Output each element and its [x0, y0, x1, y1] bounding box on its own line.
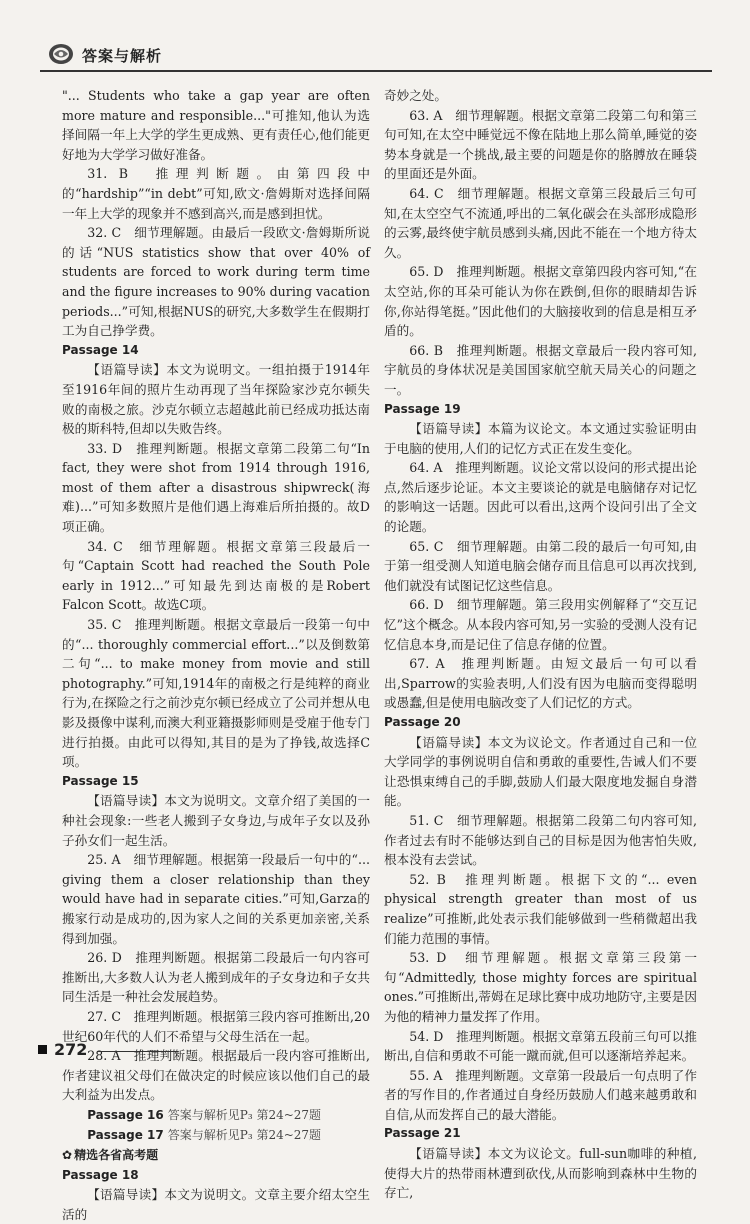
reference-text: 答案与解析见P₃ 第24~27题 [167, 1107, 322, 1122]
answer-paragraph: 67. A 推理判断题。由短文最后一句可以看出,Sparrow的实验表明,人们没有因为电脑而变得聪明或愚蠢,但是使用电脑改变了人们记忆的方式。 [384, 656, 697, 711]
passage-label: Passage 16 [87, 1107, 164, 1122]
answer-paragraph: 33. D 推理判断题。根据文章第二段第二句“In fact, they were shot from 1914 through 1916, most of them after a disastrous shipwreck(海难)...”可知多数照片是他们遇上海难后所拍摄的。故D项正确。 [62, 440, 370, 535]
answer-paragraph: 53. D 细节理解题。根据文章第三段第一句“Admittedly, those mighty forces are spiritual ones.”可推断出,蒂姆在足球比赛中成功地防守,主要是因为他的精神力量发挥了作用。 [384, 950, 697, 1024]
page-footer [38, 1040, 298, 1064]
answer-paragraph: 65. D 推理判断题。根据文章第四段内容可知,“在太空站,你的耳朵可能认为你在跌倒,但你的眼睛却告诉你,你站得笔挺。”因此他们的大脑接收到的信息是相互矛盾的。 [384, 264, 697, 339]
star-glyph: ✿ [62, 1148, 73, 1163]
passage-heading: Passage 20 [384, 715, 461, 729]
passage-heading: Passage 14 [62, 342, 139, 357]
answer-paragraph: 【语篇导读】本文为议论文。作者通过自己和一位大学同学的事例说明自信和勇敢的重要性,告诫人们不要让恐惧束缚自己的手脚,鼓励人们最大限度地发掘自身潜能。 [384, 734, 697, 809]
answer-paragraph: 【语篇导读】本文为说明文。一组拍摄于1914年至1916年间的照片生动再现了当年探险家沙克尔顿失败的南极之旅。沙克尔顿立志超越此前已经成功抵达南极的斯科特,但却以失败告终。 [62, 362, 370, 437]
answer-reference-note [62, 1105, 370, 1126]
passage-heading: Passage 15 [62, 773, 139, 788]
answer-paragraph: 66. D 细节理解题。第三段用实例解释了“交互记忆”这个概念。从本段内容可知,另一实验的受测人没有记忆信息本身,而是记住了信息存储的位置。 [384, 597, 697, 652]
continued-paragraph: "... Students who take a gap year are often more mature and responsible..."可推知,他认为选择间隔一年上大学的学生更成熟、更有责任心,他们能更好地为大学学习做好准备。 [62, 88, 370, 162]
answer-paragraph: 54. D 推理判断题。根据文章第五段前三句可以推断出,自信和勇敢不可能一蹴而就,但可以逐渐培养起来。 [384, 1028, 697, 1064]
answer-paragraph: 52. B 推理判断题。根据下文的“... even physical strength greater than most of us realize”可推断,此处表示我们能够做到一些稍微超出我们能力范围的事情。 [384, 871, 697, 946]
section-heading-text: 精选各省高考题 [74, 1148, 159, 1163]
passage-heading: Passage 19 [384, 401, 461, 416]
answer-paragraph: 55. A 推理判断题。文章第一段最后一句点明了作者的写作目的,作者通过自身经历鼓励人们越来越勇敢和自信,从而发挥自己的最大潜能。 [384, 1067, 697, 1122]
answer-reference-note [62, 1125, 370, 1146]
answer-paragraph: 65. C 细节理解题。由第二段的最后一句可知,由于第一组受测人知道电脑会储存而且信息可以再次找到,他们就没有试图记忆这些信息。 [384, 538, 697, 593]
answer-paragraph: 51. C 细节理解题。根据第二段第二句内容可知,作者过去有时不能够达到自己的目标是因为他害怕失败,根本没有去尝试。 [384, 812, 697, 868]
header-title: 答案与解析 [82, 47, 163, 65]
page-header [40, 42, 712, 72]
reference-text: 答案与解析见P₃ 第24~27题 [167, 1128, 322, 1143]
passage-heading: Passage 18 [62, 1167, 139, 1182]
answer-paragraph: 【语篇导读】本文为议论文。full-sun咖啡的种植,使得大片的热带雨林遭到砍伐,从而影响到森林中生物的存亡, [384, 1146, 697, 1201]
answer-paragraph: 63. A 细节理解题。根据文章第二段第二句和第三句可知,在太空中睡觉远不像在陆地上那么简单,睡觉的姿势本身就是一个挑战,最主要的问题是你的胳膊放在睡袋的里面还是外面。 [384, 107, 697, 182]
answer-paragraph: 【语篇导读】本文为说明文。文章主要介绍太空生活的 [62, 1187, 370, 1222]
continued-paragraph: 奇妙之处。 [384, 88, 447, 103]
answer-paragraph: 35. C 推理判断题。根据文章最后一段第一句中的“... thoroughly commercial effort...”以及倒数第二句“... to make money from movie and still photography.”可知,1914年的南极之行是纯粹的商业行为,在探险之行之前沙克尔顿已经成立了公司并想从电影及摄像中谋利,而澳大利亚籍摄影师则是受雇于他专门进行拍摄。由此可以得知,其目的是为了挣钱,故选择C项。 [62, 617, 370, 770]
answer-paragraph: 【语篇导读】本文为说明文。文章介绍了美国的一种社会现象:一些老人搬到子女身边,与成年子女以及孙子孙女们一起生活。 [62, 793, 370, 848]
answer-paragraph: 【语篇导读】本篇为议论文。本文通过实验证明由于电脑的使用,人们的记忆方式正在发生变化。 [384, 421, 697, 456]
footer-rule [98, 1051, 178, 1052]
answer-paragraph: 28. A 推理判断题。根据最后一段内容可推断出,作者建议祖父母们在做决定的时候应该以他们自己的最大利益为出发点。 [62, 1048, 370, 1103]
book-globe-icon [48, 42, 74, 66]
answer-paragraph: 32. C 细节理解题。由最后一段欧文·詹姆斯所说的话“NUS statistics show that over 40% of students are forced to work during term time and the figure increases to 90% during vacation periods...”可知,根据NUS的研究,大多数学生在假期打工为自己挣学费。 [62, 225, 370, 339]
right-column [384, 86, 697, 1203]
answer-paragraph: 27. C 推理判断题。根据第三段内容可推断出,20世纪60年代的人们不希望与父母生活在一起。 [62, 1008, 370, 1044]
answer-paragraph: 25. A 细节理解题。根据第一段最后一句中的“... giving them a closer relationship than they would have had in separate cities.”可知,Garza的搬家行动是成功的,因为家人之间的关系更加亲密,关系得到加强。 [62, 852, 370, 946]
answer-paragraph: 31. B 推理判断题。由第四段中的“hardship”“in debt”可知,欧文·詹姆斯对选择间隔一年上大学的现象并不感到高兴,而是感到担忧。 [62, 166, 370, 221]
page-number: 272 [54, 1040, 88, 1059]
answer-paragraph: 26. D 推理判断题。根据第二段最后一句内容可推断出,大多数人认为老人搬到成年的子女身边和子女共同生活是一种社会发展趋势。 [62, 950, 370, 1005]
passage-label: Passage 17 [87, 1128, 164, 1143]
answer-paragraph: 66. B 推理判断题。根据文章最后一段内容可知,宇航员的身体状况是美国国家航空航天局关心的问题之一。 [384, 342, 697, 397]
answer-paragraph: 64. C 细节理解题。根据文章第三段最后三句可知,在太空空气不流通,呼出的二氧化碳会在头部形成隐形的云雾,最终使宇航员感到头痛,因此不能在一个地方待太久。 [384, 185, 697, 260]
section-heading [62, 1146, 370, 1166]
passage-heading: Passage 21 [384, 1126, 461, 1141]
square-bullet-icon [38, 1045, 47, 1054]
answer-paragraph: 34. C 细节理解题。根据文章第三段最后一句“Captain Scott had reached the South Pole early in 1912...”可知最先到达南极的是Robert Falcon Scott。故选C项。 [62, 538, 370, 613]
answer-paragraph: 64. A 推理判断题。议论文常以设问的形式提出论点,然后逐步论证。本文主要谈论的就是电脑储存对记忆的影响这一话题。因此可以看出,这两个设问引出了全文的论题。 [384, 460, 697, 535]
